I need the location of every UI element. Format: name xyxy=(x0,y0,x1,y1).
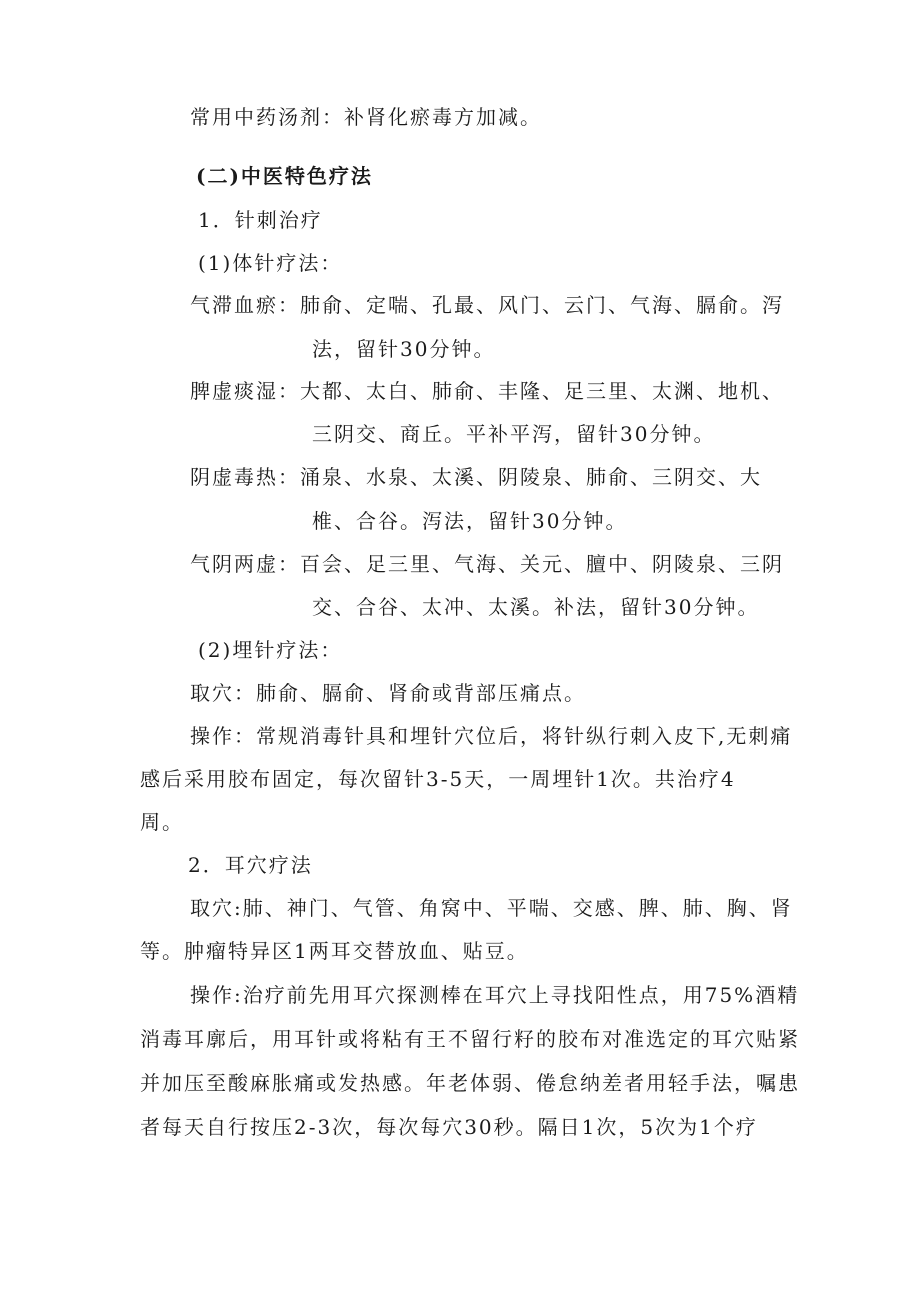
embed-operation-line: 感后采用胶布固定，每次留针3-5天，一周埋针1次。共治疗4 xyxy=(140,767,736,791)
pattern-line-1 xyxy=(190,551,784,577)
pattern-label: 气阴两虚： xyxy=(190,552,300,576)
section-heading: (二)中医特色疗法 xyxy=(196,164,373,188)
pattern-points: 涌泉、水泉、太溪、阴陵泉、肺俞、三阴交、大 xyxy=(300,465,762,489)
pattern-line-1 xyxy=(190,378,784,404)
embed-points-line: 取穴：肺俞、膈俞、肾俞或背部压痛点。 xyxy=(190,681,586,705)
pattern-line-2: 椎、合谷。泻法，留针30分钟。 xyxy=(312,509,628,533)
pattern-label: 阴虚毒热： xyxy=(190,465,300,489)
sub2-heading: (2)埋针疗法： xyxy=(198,638,343,662)
ear-operation-line: 消毒耳廓后，用耳针或将粘有王不留行籽的胶布对准选定的耳穴贴紧 xyxy=(140,1027,800,1051)
embed-operation-line: 操作：常规消毒针具和埋针穴位后，将针纵行刺入皮下,无刺痛 xyxy=(190,724,793,748)
pattern-line-2: 法，留针30分钟。 xyxy=(312,337,496,361)
ear-operation-line: 并加压至酸麻胀痛或发热感。年老体弱、倦怠纳差者用轻手法，嘱患 xyxy=(140,1071,800,1095)
ear-points-line: 取穴:肺、神门、气管、角窝中、平喘、交感、脾、肺、胸、肾 xyxy=(190,896,793,920)
herbal-formula-line: 常用中药汤剂：补肾化瘀毒方加减。 xyxy=(190,105,542,129)
pattern-label: 脾虚痰湿： xyxy=(190,379,300,403)
pattern-points: 肺俞、定喘、孔最、风门、云门、气海、膈俞。泻 xyxy=(300,293,784,317)
pattern-points: 大都、太白、肺俞、丰隆、足三里、太渊、地机、 xyxy=(300,379,784,403)
pattern-line-1 xyxy=(190,464,762,490)
pattern-line-2: 交、合谷、太冲、太溪。补法，留针30分钟。 xyxy=(312,595,760,619)
sub1-heading: (1)体针疗法： xyxy=(198,251,343,275)
pattern-line-2: 三阴交、商丘。平补平泻，留针30分钟。 xyxy=(312,422,716,446)
ear-operation-line: 者每天自行按压2-3次，每次每穴30秒。隔日1次，5次为1个疗 xyxy=(140,1115,758,1139)
ear-operation-line: 操作:治疗前先用耳穴探测棒在耳穴上寻找阳性点，用75%酒精 xyxy=(190,983,800,1007)
ear-points-line: 等。肿瘤特异区1两耳交替放血、贴豆。 xyxy=(140,939,529,963)
item2-heading: 2．耳穴疗法 xyxy=(188,853,313,877)
pattern-points: 百会、足三里、气海、关元、膻中、阴陵泉、三阴 xyxy=(300,552,784,576)
pattern-label: 气滞血瘀： xyxy=(190,293,300,317)
pattern-line-1 xyxy=(190,292,784,318)
item1-heading: 1．针刺治疗 xyxy=(198,208,323,232)
embed-operation-line: 周。 xyxy=(140,810,184,834)
